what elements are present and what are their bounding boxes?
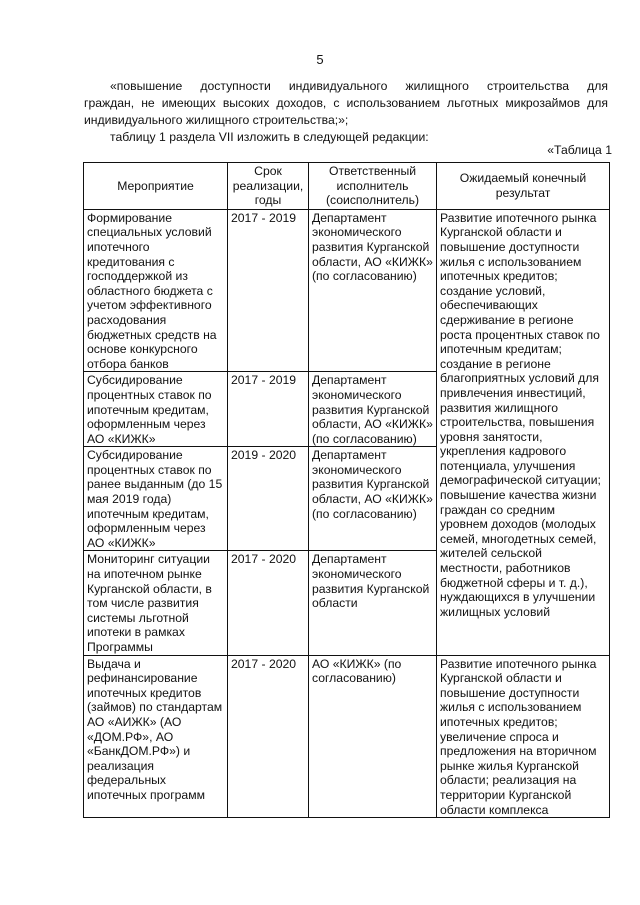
- header-period: Срок реализации, годы: [228, 163, 309, 210]
- cell-executor: Департамент экономического развития Курганской области, АО «КИЖК» (по согласованию): [309, 209, 437, 372]
- page-number: 5: [316, 52, 324, 67]
- table-header-row: [84, 163, 610, 210]
- cell-result-group-1: Развитие ипотечного рынка Курганской области и повышение доступности жилья с использованием ипотечных кредитов; создание условий, обеспечивающих сдерживание в регионе роста процентных ставок по ипотечным кредитам; создание в регионе благоприятных условий для привлечения инвестиций, развития жилищного строительства, повышения уровня занятости, укрепления кадрового потенциала, улучшения демографической ситуации; повышение качества жизни граждан со средним уровнем доходов (молодых семей, многодетных семей, жителей сельской местности, работников бюджетной сферы и т. д.), нуждающихся в улучшении жилищных условий: [437, 209, 610, 655]
- table-row: [84, 655, 610, 818]
- header-executor: Ответственный исполнитель (соисполнитель): [309, 163, 437, 210]
- cell-period: 2017 - 2019: [228, 372, 309, 447]
- header-result: Ожидаемый конечный результат: [437, 163, 610, 210]
- cell-executor: Департамент экономического развития Курганской области, АО «КИЖК» (по согласованию): [309, 372, 437, 447]
- cell-executor: АО «КИЖК» (по согласованию): [309, 655, 437, 818]
- cell-activity: Субсидирование процентных ставок по ранее выданным (до 15 мая 2019 года) ипотечным кредитам, оформленным через АО «КИЖК»: [84, 447, 228, 551]
- header-activity: Мероприятие: [84, 163, 228, 210]
- table-caption: «Таблица 1: [547, 143, 612, 157]
- intro-line-1: «повышение доступности индивидуального жилищного строительства для: [110, 79, 608, 93]
- cell-activity: Мониторинг ситуации на ипотечном рынке Курганской области, в том числе развития системы льготной ипотеки в рамках Программы: [84, 551, 228, 655]
- intro-line-2: граждан, не имеющих высоких доходов, с использованием льготных микрозаймов для: [84, 96, 608, 110]
- cell-executor: Департамент экономического развития Курганской области, АО «КИЖК» (по согласованию): [309, 447, 437, 551]
- intro-text: [84, 78, 608, 146]
- cell-activity: Выдача и рефинансирование ипотечных кредитов (займов) по стандартам АО «АИЖК» (АО «ДОМ.РФ», АО «БанкДОМ.РФ») и реализация федеральных ипотечных программ: [84, 655, 228, 818]
- intro-paragraph-2: таблицу 1 раздела VII изложить в следующей редакции:: [110, 130, 429, 144]
- intro-line-3: индивидуального жилищного строительства;»;: [84, 113, 349, 127]
- cell-activity: Формирование специальных условий ипотечного кредитования с господдержкой из областного бюджета с учетом эффективного расходования бюджетных средств на основе конкурсного отбора банков: [84, 209, 228, 372]
- cell-period: 2017 - 2020: [228, 655, 309, 818]
- cell-executor: Департамент экономического развития Курганской области: [309, 551, 437, 655]
- cell-result-group-2: Развитие ипотечного рынка Курганской области и повышение доступности жилья с использованием ипотечных кредитов; увеличение спроса и предложения на вторичном рынке жилья Курганской области; реализация на территории Курганской области комплекса: [437, 655, 610, 818]
- cell-activity: Субсидирование процентных ставок по ипотечным кредитам, оформленным через АО «КИЖК»: [84, 372, 228, 447]
- cell-period: 2017 - 2019: [228, 209, 309, 372]
- cell-period: 2017 - 2020: [228, 551, 309, 655]
- measures-table: [83, 162, 610, 818]
- table-row: [84, 209, 610, 372]
- cell-period: 2019 - 2020: [228, 447, 309, 551]
